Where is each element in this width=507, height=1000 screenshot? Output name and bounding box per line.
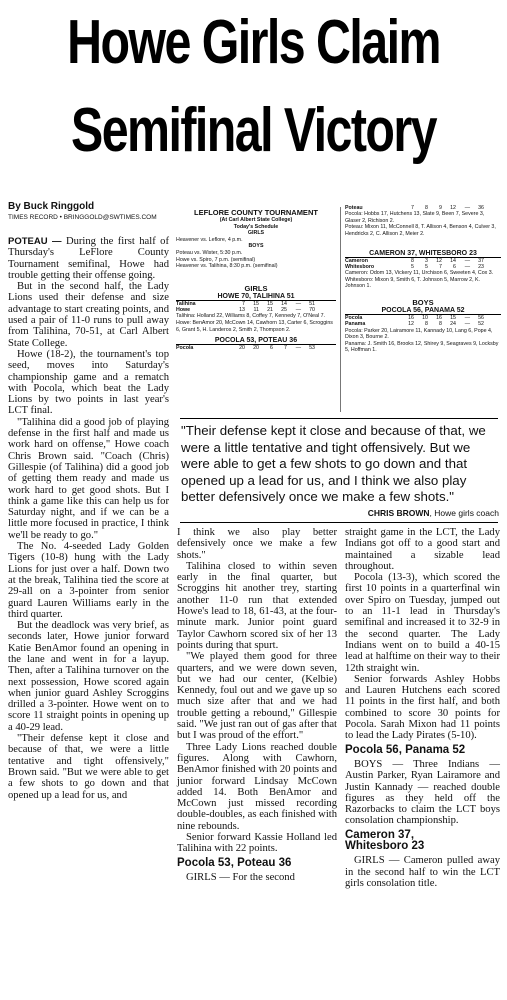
subhead: Pocola 53, Poteau 36	[177, 856, 292, 869]
article-paragraph: POTEAU — During the first half of Thursday's LeFlore County Tournament semifinal, Howe had trouble getting their offense going.	[8, 236, 169, 281]
box-score-panel	[176, 205, 501, 417]
scoring-summary: Pocola: Parker 20, Lairamore 11, Kannady 10, Lang 6, Pope 4, Dixon 3, Bourne 2.	[345, 327, 493, 341]
article-column-2	[177, 527, 337, 883]
article-paragraph: "We played them good for three quarters, and we were down seven, but we had our center, (Kelbie) Kennedy, foul out and we gave up so much size after that and we had trouble getting a rebound," Gillespie said. "We just ran out of gas after that but I was proud of the effort."	[177, 651, 337, 742]
linescore-row: Pocola 16 10 16 15 — 56	[345, 315, 484, 322]
scoring-summary: Panama: J. Smith 16, Brooks 12, Shirey 9, Seagraves 9, Locksby 5, Hoffman 1.	[345, 340, 499, 354]
linescore	[176, 345, 317, 351]
article-paragraph: Senior forwards Ashley Hobbs and Lauren Hutchens each scored 11 points in the first half, and both combined to score 30 points for Pocola. Sarah Mixon had 11 points to lead the Lady Pirates (5-10).	[345, 673, 500, 742]
linescore	[345, 258, 486, 271]
article-column-3	[345, 527, 500, 889]
article-paragraph: Talihina closed to within seven early in the final quarter, but Scroggins hit another trey, starting another 11-0 run that extended Howe's lead to 18, 61-43, at the four-minute mark. Junior point guard Taylor Cawhorn scored six of her 13 points during that spurt.	[177, 560, 337, 651]
article-paragraph: GIRLS — Cameron pulled away in the second half to win the LCT girls consolation title.	[345, 855, 500, 889]
scoring-summary: Cameron: Odom 13, Vickery 11, Urchison 6, Sweeten 4, Cox 3.	[345, 270, 494, 277]
article-paragraph: Three Lady Lions reached double figures. Along with Cawhorn, BenAmor finished with 20 points and junior forward Lindsay McCown added 14. Both BenAmor and McCown just missed recording double-doubles, as each finished with nine rebounds.	[177, 741, 337, 832]
linescore-row: Pocola 20 20 6 7 — 53	[176, 345, 315, 352]
scoring-summary: Whitesboro: Mixon 9, Smith 6, T. Johnson 5, Marrow 2, K. Johnson 1.	[345, 276, 481, 290]
subhead: Whitesboro 23	[345, 840, 425, 853]
linescore-row: Whitesboro 5 5 7 6 — 23	[345, 263, 484, 270]
article-paragraph: GIRLS — For the second	[186, 871, 295, 883]
headline-line-2: Semifinal Victory	[71, 96, 436, 165]
subhead: Pocola 56, Panama 52	[345, 743, 466, 756]
article-paragraph: But the deadlock was very brief, as seconds later, Howe junior forward Katie BenAmor found an opening in the lane and went in for a layup. Then, after a Talihina turnover on the next possession, Howe scored again when junior guard Ashley Scroggins drilled a 3-pointer. Howe went on to score 11 straight points in opening up a 40-29 lead.	[8, 620, 169, 733]
article-paragraph: Pocola (13-3), which scored the first 10 points in a quarterfinal win over Spiro on Tuesday, jumped out to an 11-1 lead in Thursday's semifinal and increased it to 32-9 in the second quarter. The Lady Indians went on to build a 40-15 lead at halftime on their way to their 12th straight win.	[345, 572, 500, 674]
linescore	[176, 301, 317, 314]
article-paragraph: straight game in the LCT, the Lady Indians got off to a good start and maintained a sizable lead throughout.	[345, 527, 500, 572]
schedule-girls-label: GIRLS	[247, 230, 265, 237]
scoring-summary: Pocola: Hobbs 17, Hutchens 13, Slate 9, Been 7, Severe 3, Glaser 2, Richison 2.	[345, 211, 485, 224]
pullquote-credit	[181, 508, 499, 518]
article-paragraph: Senior forward Kassie Holland led Talihina with 22 points.	[177, 832, 337, 855]
article-paragraph: "Talihina did a good job of playing defense in the first half and made us work hard on offense," Howe coach Chris Brown said. "Coach (Chris) Gillespie (of Talihina) did a good job of getting them ready and made us work hard to get good shots. But I think a game like this can help us for Saturday night, and if we can be a little more focused in practice, I think we'll be ready to go."	[8, 416, 169, 541]
article-paragraph: Howe (18-2), the tournament's top seed, moves into Saturday's championship game and a rematch with Pocola, which beat the Lady Lions by two points in last year's LCT final.	[8, 348, 169, 417]
schedule-girls-item: Heavener vs. Leflore, 4 p.m.	[176, 236, 243, 243]
girls-header: GIRLS	[244, 283, 268, 293]
scoring-summary: Talihina: Holland 22, Williams 8, Coffey 7, Kennedy 7, O'Neal 7.	[176, 313, 326, 320]
pullquote-name: CHRIS BROWN	[367, 507, 430, 518]
boys-header: BOYS	[412, 298, 434, 308]
schedule-boys-item: Poteau vs. Wister, 5:30 p.m.	[176, 249, 243, 256]
schedule-boys-item: Heavener vs. Talihina, 8:30 p.m. (semifinal)	[176, 263, 278, 270]
dateline: POTEAU —	[8, 236, 62, 247]
scoring-summary: Howe: BenAmor 20, McCown 14, Cawhorn 13, Carter 6, Scroggins 6, Grant 5, H. Landeros 2, Smith 2, Thompson 2.	[176, 319, 333, 333]
game-title: CAMERON 37, WHITESBORO 23	[345, 250, 501, 258]
linescore	[345, 315, 486, 328]
article-column-1	[8, 236, 169, 801]
pullquote-text: "Their defense kept it close and because of that, we were a little tentative and tight offensively. But we were able to get a few shots to go down and that opened up a lead for us, and I think we also play better defensively once we make a few shots."	[181, 423, 486, 504]
box-title: LEFLORE COUNTY TOURNAMENT	[194, 208, 318, 217]
linescore-row: Cameron 8 3 12 14 — 37	[345, 257, 484, 264]
byline-author: By Buck Ringgold	[8, 201, 95, 212]
scoring-summary: Poteau: Mixon 11, McConnell 8, T. Allison 4, Benson 4, Culver 3, Hendricks 2, C. Allison 2, Meier 2.	[345, 224, 496, 238]
article-paragraph: "Their defense kept it close and because of that, we were a little tentative and tight offensively," Brown said. "But we were able to get a few shots to go down and that opened up a lead for us, and	[8, 733, 169, 801]
pullquote	[181, 423, 499, 518]
pullquote-bottom-rule	[180, 522, 498, 523]
article-paragraph: I think we also play better defensively once we make a few shots."	[177, 527, 337, 561]
subhead: Cameron 37,	[345, 828, 415, 841]
linescore-row: Poteau 7 8 9 12 — 36	[345, 205, 484, 211]
schedule-title: Today's Schedule	[233, 223, 279, 230]
article-paragraph: BOYS — Three Indians — Austin Parker, Ryan Lairamore and Justin Kannady — reached double figures as they held off the Razorbacks to claim the LCT boys consolation championship.	[345, 758, 500, 827]
schedule-boys-label: BOYS	[248, 243, 264, 250]
game-title: HOWE 70, TALIHINA 51	[176, 293, 336, 301]
byline-credit: TIMES RECORD • BRINGGOLD@SWTIMES.COM	[8, 214, 157, 221]
headline-line-1: Howe Girls Claim	[67, 8, 440, 77]
article-paragraph: The No. 4-seeded Lady Golden Tigers (10-8) hung with the Lady Lions for just over a half. Down two at the break, Talihina tied the score at 29-all on a 3-pointer from senior guard Lauren Williams early in the third quarter.	[8, 541, 169, 620]
game-title: POCOLA 56, PANAMA 52	[345, 307, 501, 315]
linescore-row: Panama 12 8 8 24 — 52	[345, 321, 484, 328]
game-title: POCOLA 53, POTEAU 36	[176, 337, 336, 345]
pullquote-top-rule	[180, 418, 498, 419]
schedule-boys-item: Howe vs. Spiro, 7 p.m. (semifinal)	[176, 256, 256, 263]
linescore-row: Talihina 7 15 15 14 — 51	[176, 300, 315, 307]
pullquote-role: , Howe girls coach	[429, 507, 499, 518]
box-location: (At Carl Albert State College)	[219, 217, 293, 223]
article-paragraph: But in the second half, the Lady Lions used their defense and size advantage to start creating points, and used a pair of 11-0 runs to pull away from Talihina, 70-51, at Carl Albert State College.	[8, 281, 169, 349]
linescore-row: Howe 13 11 21 25 — 70	[176, 307, 315, 314]
